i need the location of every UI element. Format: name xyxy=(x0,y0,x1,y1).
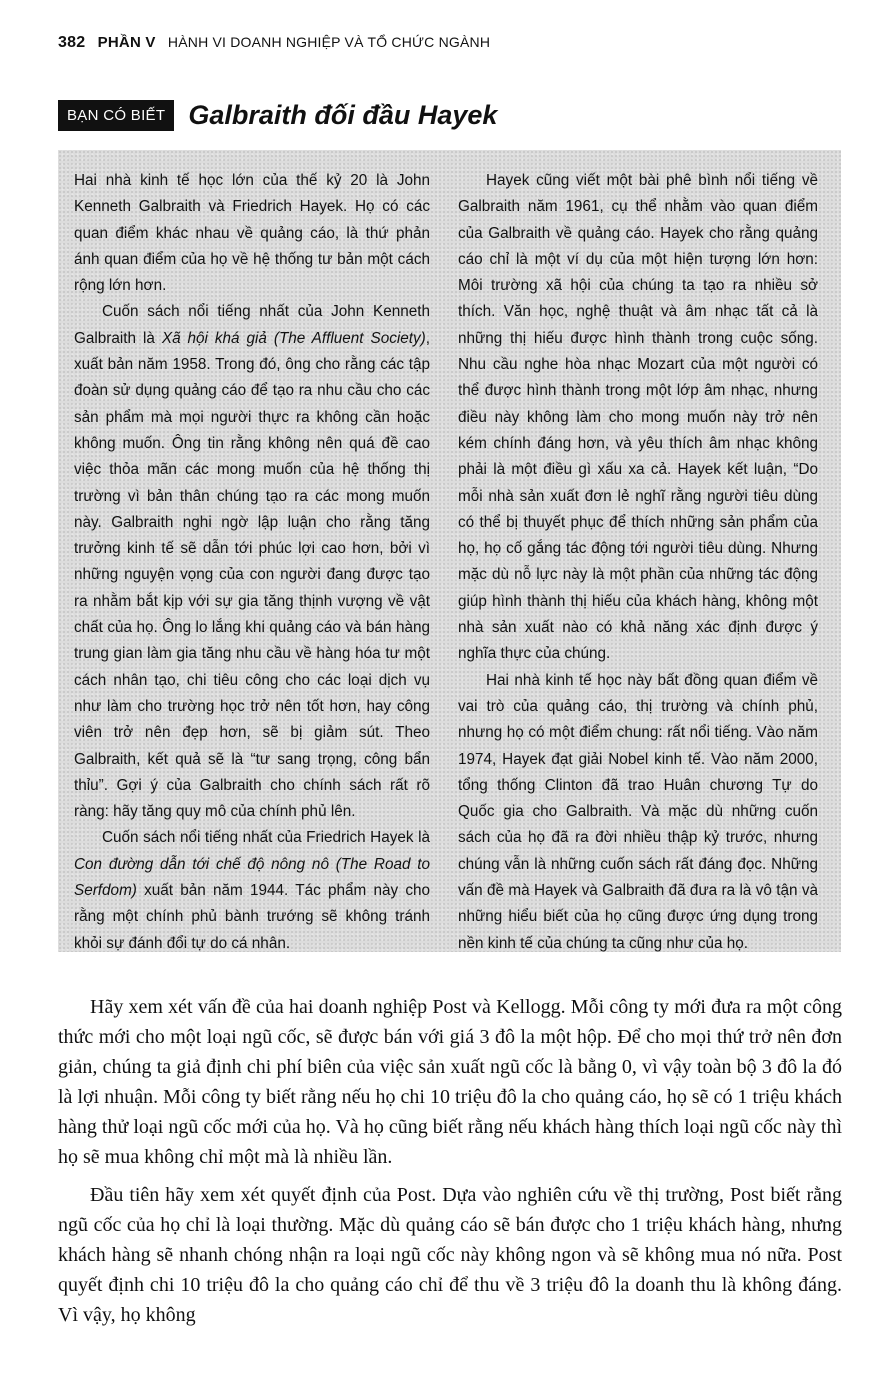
box-paragraph xyxy=(74,168,430,299)
text-run: , xuất bản năm 1958. Trong đó, ông cho rằng các tập đoàn sử dụng quảng cáo để tạo ra nhu cầu cho các sản phẩm mà mọi người thực ra không cần hoặc không muốn. Ông tin rằng không nên quá đề cao việc thỏa mãn các mong muốn của hệ thống thị trường vì bản thân chúng tạo ra các mong muốn này. Galbraith nghi ngờ lập luận cho rằng tăng trưởng kinh tế sẽ dẫn tới phúc lợi cao hơn, bởi vì những nguyện vọng của con người đang được tạo ra nhằm bắt kịp với sự gia tăng thịnh vượng về vật chất của họ. Ông lo lắng khi quảng cáo và bán hàng trung gian làm gia tăng nhu cầu về hàng hóa tư một cách nhân tạo, chi tiêu công cho các loại dịch vụ như làm cho trường học trở nên tốt hơn, hay công viên trở nên đẹp hơn, sẽ bị giảm sút. Theo Galbraith, kết quả sẽ là “tư sang trọng, công bẩn thỉu”. Gợi ý của Galbraith cho chính sách rất rõ ràng: hãy tăng quy mô của chính phủ lên. xyxy=(74,329,431,821)
text-run: xuất bản năm 1944. Tác phẩm này cho rằng một chính phủ bành trướng sẽ không tránh khỏi sự đánh đổi tự do cá nhân. xyxy=(74,882,430,952)
box-paragraph xyxy=(74,299,430,825)
text-run: Hai nhà kinh tế học này bất đồng quan điểm về vai trò của quảng cáo, thị trường và chính phủ, nhưng họ có một điểm chung: rất nổi tiếng. Vào năm 1974, Hayek đạt giải Nobel kinh tế. Vào năm 2000, tổng thống Clinton đã trao Huân chương Tự do Quốc gia cho Galbraith. Và mặc dù những cuốn sách của họ đã ra đời nhiều thập kỷ trước, nhưng chúng vẫn là những cuốn sách rất đáng đọc. Những vấn đề mà Hayek và Galbraith đã đưa ra là vô tận và những hiểu biết của họ cũng được ứng dụng trong nền kinh tế của chúng ta cũng như của họ. xyxy=(458,671,818,952)
box-right-column xyxy=(458,168,818,957)
box-paragraph xyxy=(458,168,818,668)
main-body-text xyxy=(58,992,842,1338)
text-run: Cuốn sách nổi tiếng nhất của John Kenneth Galbraith là xyxy=(74,303,430,347)
box-heading xyxy=(58,97,497,133)
book-title: Xã hội khá giả (The Affluent Society) xyxy=(161,329,426,347)
body-paragraph: Hãy xem xét vấn đề của hai doanh nghiệp Post và Kellogg. Mỗi công ty mới đưa ra một công thức mới cho một loại ngũ cốc, sẽ được bán với giá 3 đô la một hộp. Để cho mọi thứ trở nên đơn giản, chúng ta giả định chi phí biên của việc sản xuất ngũ cốc là bằng 0, vì vậy toàn bộ 3 đô la đó là lợi nhuận. Mỗi công ty biết rằng nếu họ chi 10 triệu đô la cho quảng cáo, họ sẽ có 1 triệu khách hàng thử loại ngũ cốc mới của họ. Và họ cũng biết rằng nếu khách hàng thích loại ngũ cốc này thì họ sẽ mua không chỉ một mà là nhiều lần. xyxy=(58,996,842,1168)
chapter-title: HÀNH VI DOANH NGHIỆP VÀ TỔ CHỨC NGÀNH xyxy=(167,34,491,50)
text-run: Hai nhà kinh tế học lớn của thế kỷ 20 là John Kenneth Galbraith và Friedrich Hayek. Họ có các quan điểm khác nhau về quảng cáo, là thứ phản ánh quan điểm của họ về hệ thống tư bản một cách rộng lớn hơn. xyxy=(74,172,430,295)
part-label: PHẦN V xyxy=(97,34,156,51)
box-left-column xyxy=(74,168,430,957)
text-run: Hayek cũng viết một bài phê bình nổi tiếng về Galbraith năm 1961, cụ thể nhằm vào quan điểm của Galbraith về quảng cáo. Hayek cho rằng quảng cáo chỉ là một ví dụ của một hiện tượng lớn hơn: Môi trường xã hội của chúng ta tạo ra nhiều sở thích. Văn học, nghệ thuật và âm nhạc tất cả là những thị hiếu được hình thành trong cuộc sống. Nhu cầu nghe hòa nhạc Mozart của một người có thể được hình thành trong một lớp âm nhạc, nhưng điều này không làm cho mong muốn này trở nên kém chính đáng hơn, và yêu thích âm nhạc không phải là một điều gì xấu xa cả. Hayek kết luận, “Do mỗi nhà sản xuất đơn lẻ nghĩ rằng người tiêu dùng có thể bị thuyết phục để thích những sản phẩm của họ, họ cố gắng tác động tới người tiêu dùng. Nhưng mặc dù nỗ lực này là một phần của những tác động giúp hình thành thị hiếu của khách hàng, không một nhà sản xuất nào có khả năng xác định được ý nghĩa thực của chúng. xyxy=(458,172,818,663)
book-title: Con đường dẫn tới chế độ nông nô (The Road to Serfdom) xyxy=(74,855,430,900)
box-paragraph xyxy=(458,668,818,957)
did-you-know-tag: BẠN CÓ BIẾT xyxy=(58,100,174,131)
sidebar-box xyxy=(58,150,841,952)
page-number: 382 xyxy=(58,34,86,51)
body-paragraph: Đầu tiên hãy xem xét quyết định của Post. Dựa vào nghiên cứu về thị trường, Post biết rằng ngũ cốc của họ chỉ là loại thường. Mặc dù quảng cáo sẽ bán được cho 1 triệu khách hàng, nhưng khách hàng sẽ nhanh chóng nhận ra loại ngũ cốc này không ngon và sẽ không mua nó nữa. Post quyết định chi 10 triệu đô la cho quảng cáo chỉ để thu về 3 triệu đô la doanh thu là không đáng. Vì vậy, họ không xyxy=(58,1184,842,1326)
box-paragraph xyxy=(74,825,430,956)
text-run: Cuốn sách nổi tiếng nhất của Friedrich Hayek là xyxy=(102,829,430,847)
box-title: Galbraith đối đầu Hayek xyxy=(188,99,498,130)
running-header xyxy=(58,34,490,52)
